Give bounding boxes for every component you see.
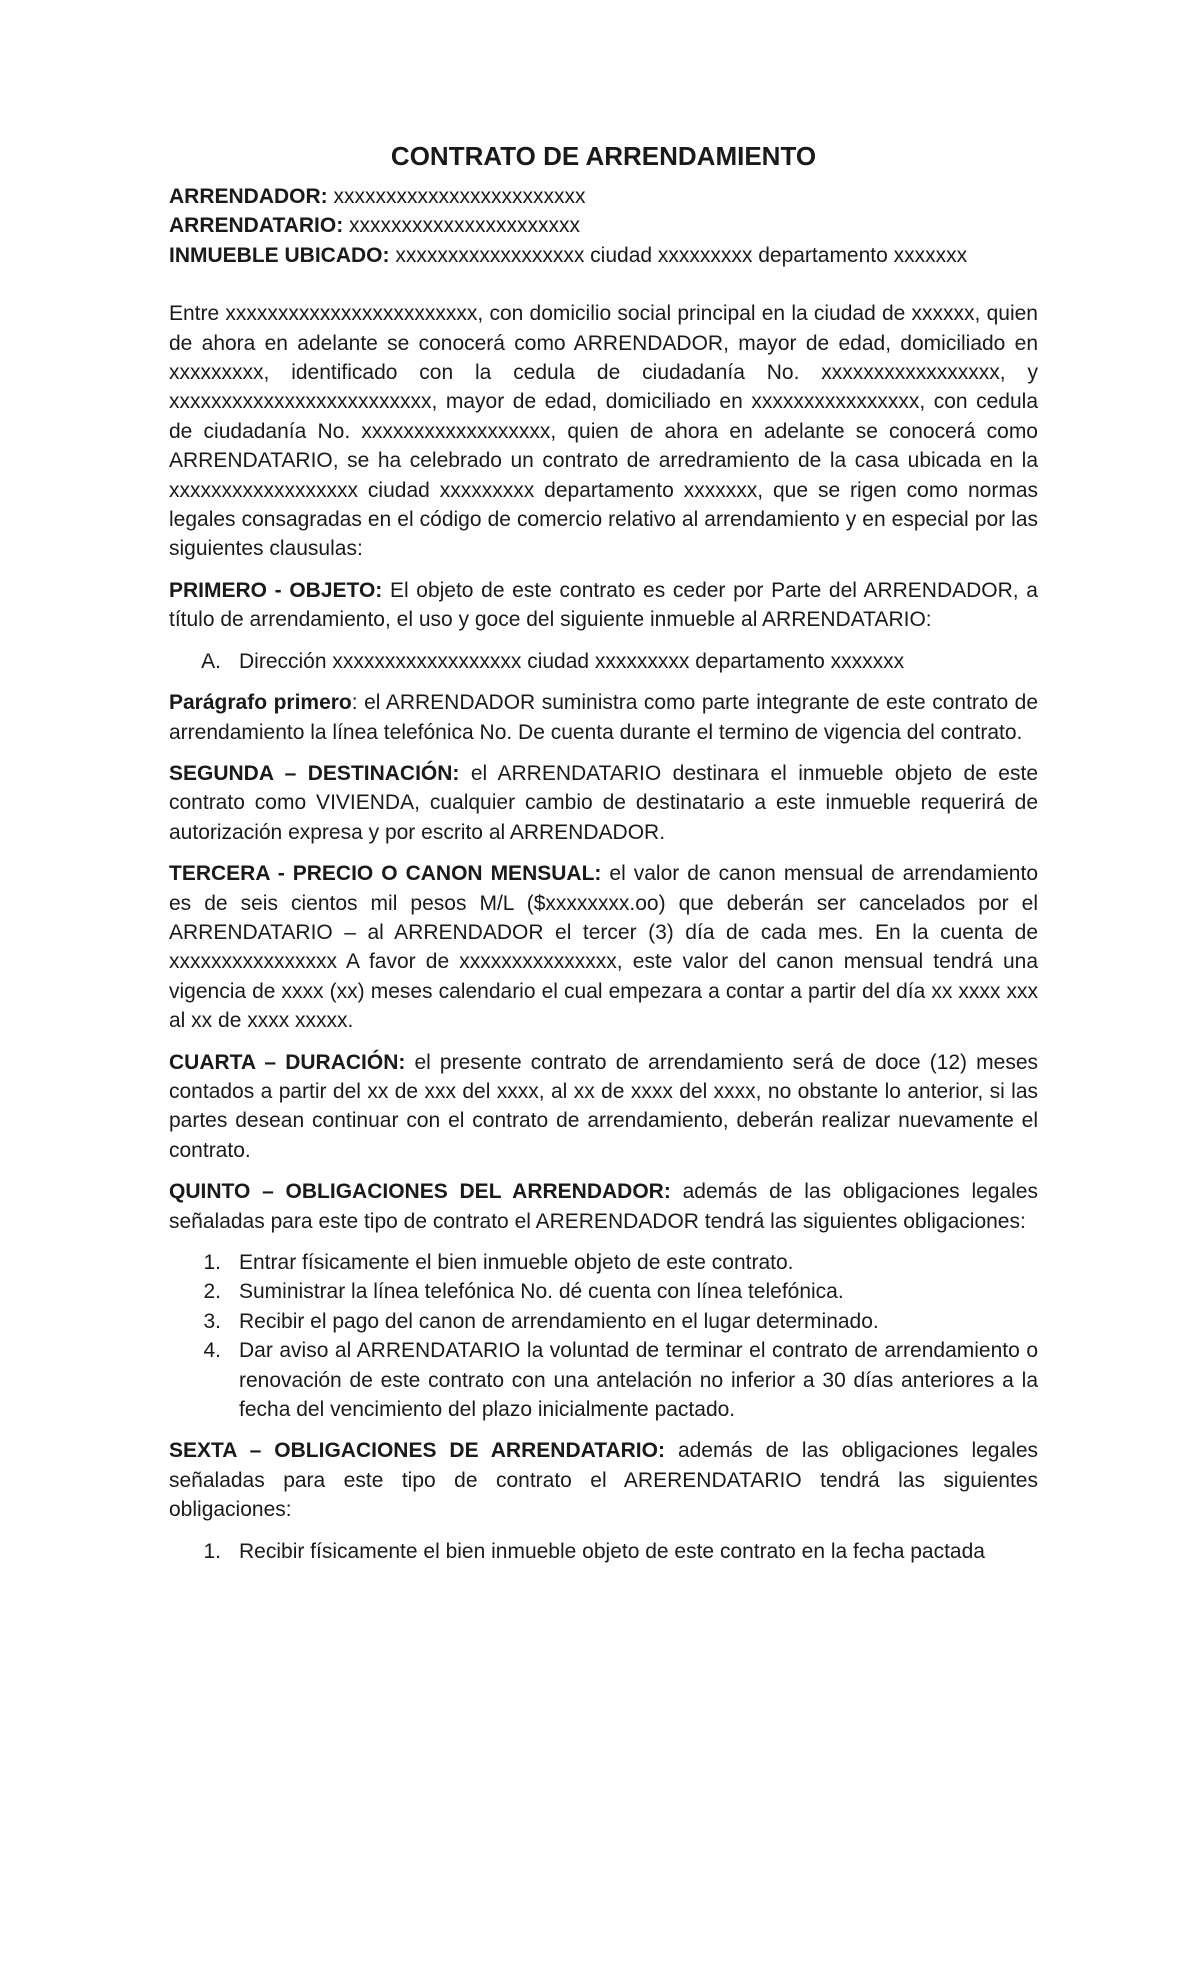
header-arrendatario [169,211,1038,240]
clause-quinto-text: además de las obligaciones legales señaladas para este tipo de contrato el ARERENDADOR tendrá las siguientes obligaciones: [169,1180,1038,1233]
clause-tercera-label: TERCERA - PRECIO O CANON MENSUAL: [169,862,602,886]
clause-segunda [169,759,1038,847]
clause-quinto [169,1177,1038,1236]
primero-list [169,647,1038,676]
inmueble-label: INMUEBLE UBICADO: [169,243,390,267]
inmueble-value: xxxxxxxxxxxxxxxxxx ciudad xxxxxxxxx departamento xxxxxxx [389,243,968,267]
list-item [169,1307,1038,1336]
clause-sexta-label: SEXTA – OBLIGACIONES DE ARRENDATARIO: [169,1439,665,1463]
list-marker: 2. [203,1280,221,1304]
header-arrendador [169,182,1038,211]
clause-primero-label: PRIMERO - OBJETO: [169,578,383,602]
document-title: CONTRATO DE ARRENDAMIENTO [390,141,817,171]
list-item [169,1537,1038,1566]
clause-cuarta-label: CUARTA – DURACIÓN: [169,1050,406,1074]
paragrafo-label: Parágrafo primero [169,691,352,715]
clause-segunda-label: SEGUNDA – DESTINACIÓN: [169,761,460,785]
list-item [169,1248,1038,1277]
clause-sexta-text: además de las obligaciones legales señaladas para este tipo de contrato el ARERENDATARIO tendrá las siguientes obligaciones: [169,1439,1039,1522]
header-inmueble [169,241,1038,270]
list-item-text: Dar aviso al ARRENDATARIO la voluntad de terminar el contrato de arrendamiento o renovación de este contrato con una antelación no inferior a 30 días anteriores a la fecha del vencimiento del plazo inicialmente pactado. [239,1339,1038,1422]
arrendador-value: xxxxxxxxxxxxxxxxxxxxxxxx [327,185,586,208]
list-marker: A. [201,649,221,673]
quinto-list [169,1248,1038,1424]
intro-paragraph: Entre xxxxxxxxxxxxxxxxxxxxxxxx, con domicilio social principal en la ciudad de xxxxxx, quien de ahora en adelante se conocerá como ARRENDADOR, mayor de edad, domiciliado en xxxxxxxxx, identificado con la cedula de ciudadanía No. xxxxxxxxxxxxxxxxx, y xxxxxxxxxxxxxxxxxxxxxxxxx, mayor de edad, domiciliado en xxxxxxxxxxxxxxxx, con cedula de ciudadanía No. xxxxxxxxxxxxxxxxxx, quien de ahora en adelante se conocerá como ARRENDATARIO, se ha celebrado un contrato de arredramiento de la casa ubicada en la xxxxxxxxxxxxxxxxxx ciudad xxxxxxxxx departamento xxxxxxx, que se rigen como normas legales consagradas en el código de comercio relativo al arrendamiento y en especial por las siguientes clausulas: [169,302,1038,561]
list-item-text: Dirección xxxxxxxxxxxxxxxxxx ciudad xxxxxxxxx departamento xxxxxxx [239,649,905,673]
clause-segunda-text: el ARRENDATARIO destinara el inmueble objeto de este contrato como VIVIENDA, cualquier cambio de destinatario a este inmueble requerirá de autorización expresa y por escrito al ARRENDADOR. [169,761,1038,844]
arrendador-label: ARRENDADOR: [169,185,328,208]
sexta-list [169,1537,1038,1566]
clause-sexta [169,1436,1038,1524]
list-item-text: Suministrar la línea telefónica No. dé cuenta con línea telefónica. [239,1280,844,1304]
clause-tercera-text: el valor de canon mensual de arrendamiento es de seis cientos mil pesos M/L ($xxxxxxxx.oo) que deberán ser cancelados por el ARRENDATARIO – al ARRENDADOR el tercer (3) día de cada mes. En la cuenta de xxxxxxxxxxxxxxxx A favor de xxxxxxxxxxxxxxx, este valor del canon mensual tendrá una vigencia de xxxx (xx) meses calendario el cual empezara a contar a partir del día xx xxxx xxx al xx de xxxx xxxxx. [169,862,1038,1033]
list-item [169,647,1038,676]
spacer [169,270,1038,299]
clause-quinto-label: QUINTO – OBLIGACIONES DEL ARRENDADOR: [169,1180,671,1204]
list-marker: 4. [203,1339,221,1363]
list-item-text: Recibir físicamente el bien inmueble objeto de este contrato en la fecha pactada [239,1539,985,1563]
document-page [169,140,1038,1578]
clause-cuarta [169,1048,1038,1166]
list-item [169,1277,1038,1306]
paragrafo-text: : el ARRENDADOR suministra como parte integrante de este contrato de arrendamiento la línea telefónica No. De cuenta durante el termino de vigencia del contrato. [169,691,1039,744]
arrendatario-value: xxxxxxxxxxxxxxxxxxxxxx [343,214,581,238]
arrendatario-label: ARRENDATARIO: [169,214,344,238]
clause-tercera [169,859,1038,1035]
list-item-text: Entrar físicamente el bien inmueble objeto de este contrato. [239,1251,794,1274]
list-item-text: Recibir el pago del canon de arrendamiento en el lugar determinado. [239,1309,879,1333]
clause-primero-text: El objeto de este contrato es ceder por Parte del ARRENDADOR, a título de arrendamiento, el uso y goce del siguiente inmueble al ARRENDATARIO: [169,578,1038,632]
list-marker: 1. [203,1251,221,1274]
clause-cuarta-text: el presente contrato de arrendamiento será de doce (12) meses contados a partir del xx de xxx del xxxx, al xx de xxxx del xxxx, no obstante lo anterior, si las partes desean continuar con el contrato de arrendamiento, deberán realizar nuevamente el contrato. [169,1050,1038,1162]
list-item [169,1336,1038,1424]
list-marker: 1. [203,1539,221,1563]
paragrafo-primero [169,688,1038,747]
list-marker: 3. [203,1309,221,1333]
clause-primero [169,576,1038,635]
